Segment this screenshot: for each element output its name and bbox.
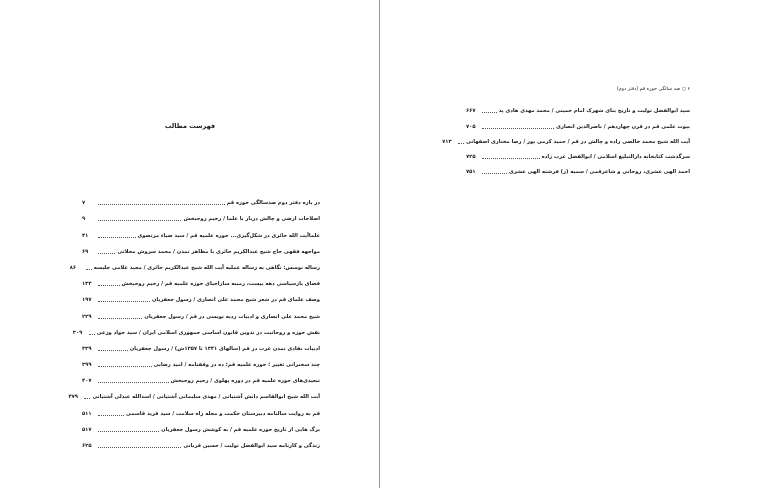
toc-dot-leader (482, 128, 554, 129)
toc-entry-page: ۱۹۷ (82, 297, 92, 304)
toc-continuation-list (442, 99, 690, 176)
toc-entry-page: ۷۲۵ (466, 154, 476, 161)
toc-entry-title: وصف علمای قم در شعر شیخ محمد علی انصاری / رسول جعفریان (152, 297, 320, 304)
toc-entry-page: ۹ (82, 216, 86, 223)
toc-dot-leader (98, 301, 150, 302)
toc-entry (82, 206, 320, 222)
toc-entry-page: ۳۰۹ (72, 329, 83, 336)
toc-entry-title: سید ابوالفضل تولیت و تاریخ بنای شهرک امام خمینی / محمد مهدی هادی پد (498, 108, 690, 115)
toc-entry-page: ۳۳۹ (82, 345, 92, 352)
toc-entry-title: آیت الله شیخ ابوالقاسم دانش آشتیانی / مهدی سلیمانی آشتیانی / اسدالله عبدلی آشتیانی (92, 394, 320, 401)
toc-entry (82, 190, 320, 206)
toc-entry (82, 433, 320, 449)
toc-entry (82, 368, 320, 384)
toc-dot-leader (98, 253, 115, 254)
toc-entry (69, 255, 320, 271)
toc-entry-page: ۱۳۳ (82, 281, 92, 288)
toc-entry-title: رساله نوسس: نگاهی به رساله عملیه آیت الله شیخ عبدالکریم حائری / مجید غلامی جلیسه (93, 264, 320, 271)
toc-entry-title: ادبیات نقادی تمدن غرب در قم (سالهای ۱۳۴۱ تا ۱۳۵۷ش) / رسول جعفریان (129, 345, 320, 352)
toc-entry-title: مواجهه فقهی حاج شیخ عبدالکریم حائری با مظاهر تمدن / محمد سروش محلاتی (117, 248, 320, 255)
toc-entry-page: ۷۱۳ (442, 138, 452, 145)
toc-dot-leader (98, 366, 152, 367)
toc-entry-title: چند سخنرانی تغییر ؛ حوزه علمیه قم؛ ده در وقفنامه / امید رضایی (153, 362, 320, 369)
toc-entry-title: زندگی و کارنامه سید ابوالفضل تولیت / حسین قربانی (183, 443, 320, 449)
toc-entry (82, 400, 320, 416)
toc-entry-title: قم به روایت سالنامه دبیرستان حکمت و مجله راه سلامت / سید فرید قاسمی (125, 410, 320, 417)
toc-dot-leader (98, 431, 159, 432)
toc-entry-page: ۷۰۵ (466, 123, 476, 130)
toc-entry-page: ۵۱۱ (82, 410, 92, 417)
right-page (380, 0, 760, 488)
toc-entry-title: نقش حوزه و روحانیت در تدوین قانون اساسی جمهوری اسلامی ایران / سید جواد ورعی (96, 329, 320, 336)
toc-dot-leader (98, 285, 120, 286)
toc-dot-leader (98, 350, 128, 351)
toc-dot-leader (98, 382, 169, 383)
toc-dot-leader (84, 398, 90, 399)
toc-entry-page: ۴۷۹ (68, 394, 78, 401)
toc-entry-page: ۳۹۹ (82, 362, 92, 369)
toc-entry-title: احمد الهی عشری، روحانی و شاعرقمی / سمیه (ز) فرشته الهی عشری (509, 169, 690, 176)
toc-entry-title: برگ هایی از تاریخ حوزه علمیه قم / به کوشش رسول جعفریان (161, 426, 320, 433)
running-head: ۶ ○ صد سالگی حوزه قم (دفتر دوم) (616, 87, 690, 92)
toc-entry (82, 271, 320, 287)
toc-entry-title: علماآیت الله حائری در شکل‌گیری... حوزه علمیه قم / سید ضیاء مرتضوی (137, 232, 320, 239)
toc-entry (466, 99, 690, 114)
toc-dot-leader (98, 318, 142, 319)
toc-entry-title: تبعیدی‌های حوزه علمیه قم در دوره پهلوی / رحیم روحبخش (170, 378, 320, 385)
toc-entry (82, 287, 320, 303)
toc-entry-title: سرگذشت کتابخانه دارالتبلیغ اسلامی / ابوالفضل عرب زاده (541, 154, 690, 161)
toc-dot-leader (98, 204, 225, 205)
toc-entry-page: ۷ (82, 200, 86, 207)
toc-entry-page: ۲۲۹ (82, 313, 92, 320)
toc-entry-page: ۸۶ (69, 264, 77, 271)
toc-dot-leader (86, 269, 92, 270)
toc-entry-page: ۶۲۵ (82, 443, 92, 449)
toc-dot-leader (482, 112, 497, 113)
toc-dot-leader (89, 334, 95, 335)
toc-entry-title: آیت الله شیخ محمد خالصی زاده و چالش در قم / حمید کرمی پور / رضا مختاری اصفهانی (466, 138, 690, 145)
toc-entry (68, 384, 320, 401)
toc-dot-leader (482, 158, 540, 159)
toc-entry-page: ۴۰۷ (82, 378, 92, 385)
toc-dot-leader (482, 173, 507, 174)
toc-entry (466, 145, 690, 160)
toc-entry-page: ۴۱ (82, 232, 89, 239)
toc-entry (82, 239, 320, 255)
toc-entry (82, 352, 320, 368)
toc-entry-page: ۶۶۷ (466, 108, 476, 115)
toc-entry (466, 160, 690, 175)
toc-entry-title: در باره دفتر دوم صدسالگی حوزه قم (226, 200, 320, 207)
toc-entry (82, 336, 320, 352)
toc-entry-title: شیخ محمد علی انصاری و ادبیات ردیه نویسی در قم / رسول جعفریان (144, 313, 320, 320)
toc-dot-leader (98, 220, 181, 221)
toc-entry (82, 417, 320, 433)
toc-entry-title: اصلاحات ارضی و چالش دربار با علما / رحیم روحبخش (183, 216, 320, 223)
toc-entry (82, 222, 320, 238)
toc-title: فهرست مطالب (164, 122, 216, 130)
toc-dot-leader (98, 237, 136, 238)
toc-entry-title: فضای بازسیاسی دهه بیست، زمینه سازاحیای حوزه علمیه قم / رحیم روحبخش (121, 281, 320, 288)
toc-dot-leader (98, 447, 181, 448)
toc-entry-title: بیوت علمی قم در قرن چهاردهم / ناصرالدین انصاری (556, 123, 690, 130)
toc-list (68, 190, 320, 449)
toc-dot-leader (458, 143, 464, 144)
toc-dot-leader (98, 415, 124, 416)
toc-entry-page: ۶۹ (82, 248, 89, 255)
toc-entry (72, 320, 320, 336)
toc-entry (82, 303, 320, 319)
toc-entry (466, 114, 690, 129)
toc-entry-page: ۵۱۷ (82, 426, 92, 433)
left-page (0, 0, 379, 488)
toc-entry (442, 130, 690, 145)
toc-entry-page: ۷۵۱ (466, 169, 476, 176)
